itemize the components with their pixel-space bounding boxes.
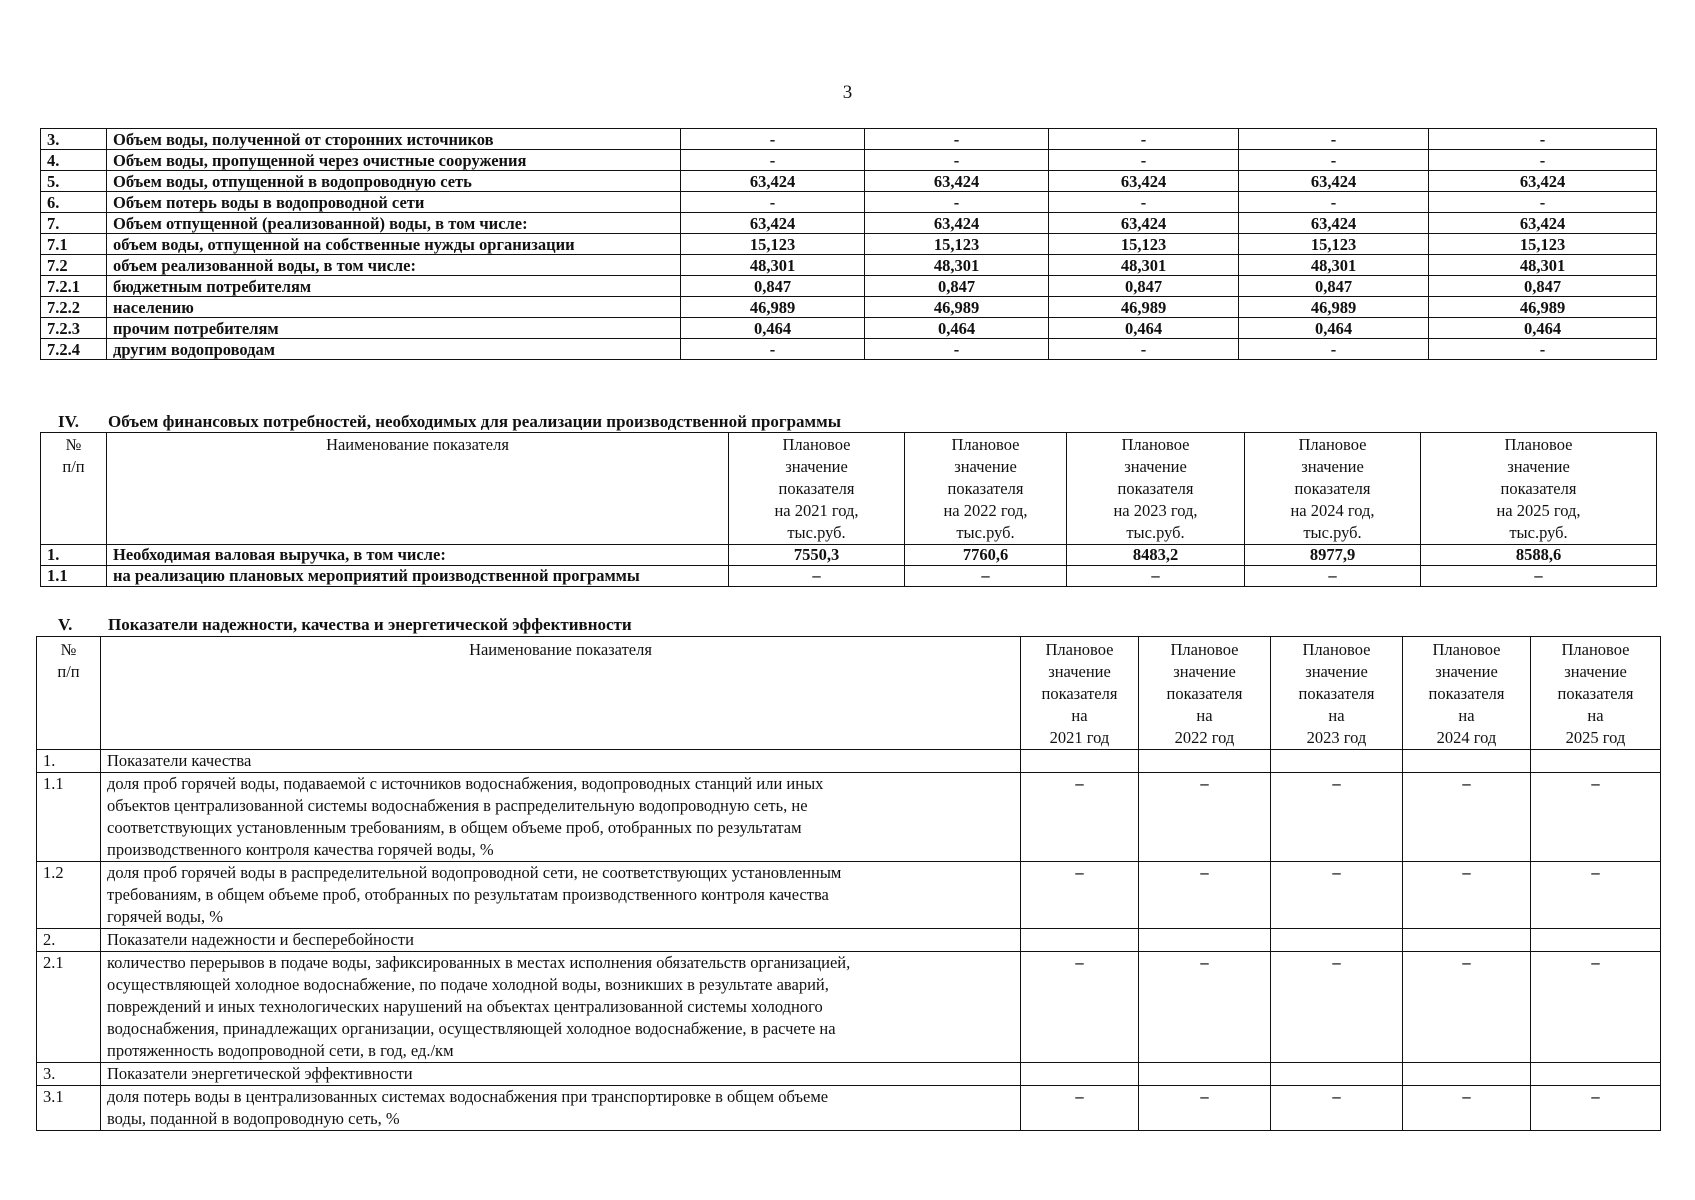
row-value: - bbox=[1239, 192, 1429, 213]
row-value: - bbox=[1049, 339, 1239, 360]
header-year-3: Плановое значение показателя на 2023 год, тыс.руб. bbox=[1067, 433, 1245, 545]
row-number: 7.2.1 bbox=[41, 276, 107, 297]
row-value: – bbox=[1067, 566, 1245, 587]
row-number: 2. bbox=[37, 929, 101, 952]
row-indicator-name: на реализацию плановых мероприятий производственной программы bbox=[107, 566, 729, 587]
row-number: 7.2.2 bbox=[41, 297, 107, 318]
row-value: - bbox=[865, 129, 1049, 150]
row-value: 48,301 bbox=[1429, 255, 1657, 276]
row-indicator-name: объем воды, отпущенной на собственные нужды организации bbox=[107, 234, 681, 255]
row-number: 4. bbox=[41, 150, 107, 171]
row-value: – bbox=[1139, 952, 1271, 1063]
row-value: - bbox=[865, 150, 1049, 171]
row-value: - bbox=[865, 192, 1049, 213]
page-number: 3 bbox=[842, 82, 853, 103]
row-value: – bbox=[729, 566, 905, 587]
reliability-quality-table bbox=[36, 636, 1661, 1131]
header-year-4: Плановое значение показателя на 2024 год bbox=[1403, 637, 1531, 750]
header-year-2: Плановое значение показателя на 2022 год bbox=[1139, 637, 1271, 750]
group-row bbox=[37, 1063, 1661, 1086]
row-value: 63,424 bbox=[1429, 171, 1657, 192]
table-row bbox=[41, 255, 1657, 276]
row-value: 46,989 bbox=[1429, 297, 1657, 318]
row-value: - bbox=[1429, 150, 1657, 171]
row-value: - bbox=[1239, 150, 1429, 171]
row-number: 1. bbox=[37, 750, 101, 773]
row-value: 46,989 bbox=[1239, 297, 1429, 318]
row-number: 3.1 bbox=[37, 1086, 101, 1131]
row-value: 8483,2 bbox=[1067, 545, 1245, 566]
table-row bbox=[41, 318, 1657, 339]
row-indicator-name: Объем воды, отпущенной в водопроводную сеть bbox=[107, 171, 681, 192]
row-value: 15,123 bbox=[865, 234, 1049, 255]
financial-needs-header-row bbox=[41, 433, 1657, 545]
row-value: - bbox=[681, 339, 865, 360]
row-indicator-name: доля потерь воды в централизованных системах водоснабжения при транспортировке в общем объеме воды, поданной в водопроводную сеть, % bbox=[101, 1086, 1021, 1131]
row-value: – bbox=[1021, 862, 1139, 929]
row-value: – bbox=[1139, 773, 1271, 862]
row-number: 7.2 bbox=[41, 255, 107, 276]
row-value: 63,424 bbox=[865, 213, 1049, 234]
row-value bbox=[1021, 1063, 1139, 1086]
row-value: 63,424 bbox=[1429, 213, 1657, 234]
row-value: - bbox=[1239, 129, 1429, 150]
reliability-header-row bbox=[37, 637, 1661, 750]
row-value bbox=[1271, 750, 1403, 773]
table-row bbox=[37, 1086, 1661, 1131]
row-value: - bbox=[1429, 339, 1657, 360]
row-number: 3. bbox=[37, 1063, 101, 1086]
row-indicator-name: объем реализованной воды, в том числе: bbox=[107, 255, 681, 276]
row-number: 6. bbox=[41, 192, 107, 213]
row-value: – bbox=[1403, 862, 1531, 929]
row-value bbox=[1139, 750, 1271, 773]
row-indicator-name: Объем воды, пропущенной через очистные сооружения bbox=[107, 150, 681, 171]
row-value: 46,989 bbox=[681, 297, 865, 318]
row-indicator-name: другим водопроводам bbox=[107, 339, 681, 360]
row-number: 7.2.4 bbox=[41, 339, 107, 360]
row-value: 63,424 bbox=[1239, 213, 1429, 234]
header-year-5: Плановое значение показателя на 2025 год bbox=[1531, 637, 1661, 750]
table-row bbox=[41, 192, 1657, 213]
row-value: - bbox=[1049, 192, 1239, 213]
row-value: - bbox=[1429, 192, 1657, 213]
row-value: 8977,9 bbox=[1245, 545, 1421, 566]
row-value: – bbox=[1271, 862, 1403, 929]
section-v-title: Показатели надежности, качества и энергетической эффективности bbox=[108, 615, 632, 634]
row-value: 0,464 bbox=[865, 318, 1049, 339]
row-value: 63,424 bbox=[681, 171, 865, 192]
row-value: - bbox=[1239, 339, 1429, 360]
row-value: 63,424 bbox=[1049, 171, 1239, 192]
row-value: – bbox=[1021, 1086, 1139, 1131]
row-value: 15,123 bbox=[1429, 234, 1657, 255]
row-value: – bbox=[1271, 773, 1403, 862]
row-value: 48,301 bbox=[1049, 255, 1239, 276]
table-row bbox=[41, 213, 1657, 234]
table-row bbox=[41, 171, 1657, 192]
volume-table bbox=[40, 128, 1657, 360]
row-number: 2.1 bbox=[37, 952, 101, 1063]
row-value: 48,301 bbox=[681, 255, 865, 276]
header-year-2: Плановое значение показателя на 2022 год, тыс.руб. bbox=[905, 433, 1067, 545]
row-value bbox=[1021, 750, 1139, 773]
row-indicator-name: доля проб горячей воды, подаваемой с источников водоснабжения, водопроводных станций или иных объектов централизованной системы водоснабжения в распределительную водопроводную сеть, не соответствующих установленным требованиям, в общем объеме проб, отобранных по результатам производственного контроля качества горячей воды, % bbox=[101, 773, 1021, 862]
group-title: Показатели энергетической эффективности bbox=[101, 1063, 1021, 1086]
row-indicator-name: Объем воды, полученной от сторонних источников bbox=[107, 129, 681, 150]
row-value: 0,847 bbox=[865, 276, 1049, 297]
header-year-4: Плановое значение показателя на 2024 год, тыс.руб. bbox=[1245, 433, 1421, 545]
section-v-roman: V. bbox=[58, 615, 73, 634]
row-value: – bbox=[1403, 952, 1531, 1063]
row-value: - bbox=[1049, 129, 1239, 150]
row-value: - bbox=[681, 150, 865, 171]
row-number: 3. bbox=[41, 129, 107, 150]
table-row bbox=[41, 545, 1657, 566]
row-value: – bbox=[1531, 1086, 1661, 1131]
row-value: 0,464 bbox=[681, 318, 865, 339]
row-number: 1.1 bbox=[37, 773, 101, 862]
row-indicator-name: Необходимая валовая выручка, в том числе: bbox=[107, 545, 729, 566]
header-indicator-name: Наименование показателя bbox=[101, 637, 1021, 750]
row-value: 63,424 bbox=[1239, 171, 1429, 192]
row-value: - bbox=[1429, 129, 1657, 150]
table-row bbox=[41, 276, 1657, 297]
group-title: Показатели качества bbox=[101, 750, 1021, 773]
row-value bbox=[1021, 929, 1139, 952]
row-value: – bbox=[1531, 773, 1661, 862]
row-value: 0,464 bbox=[1049, 318, 1239, 339]
row-number: 1.2 bbox=[37, 862, 101, 929]
row-value: 63,424 bbox=[1049, 213, 1239, 234]
row-value: 15,123 bbox=[681, 234, 865, 255]
row-number: 5. bbox=[41, 171, 107, 192]
row-value: 15,123 bbox=[1239, 234, 1429, 255]
row-indicator-name: населению bbox=[107, 297, 681, 318]
row-value: 46,989 bbox=[1049, 297, 1239, 318]
row-value bbox=[1403, 929, 1531, 952]
row-value: - bbox=[865, 339, 1049, 360]
row-value: 63,424 bbox=[681, 213, 865, 234]
row-value: – bbox=[1531, 952, 1661, 1063]
row-value: – bbox=[1139, 1086, 1271, 1131]
header-year-1: Плановое значение показателя на 2021 год bbox=[1021, 637, 1139, 750]
row-indicator-name: бюджетным потребителям bbox=[107, 276, 681, 297]
row-value: - bbox=[1049, 150, 1239, 171]
row-value: – bbox=[1139, 862, 1271, 929]
row-indicator-name: Объем отпущенной (реализованной) воды, в том числе: bbox=[107, 213, 681, 234]
row-value: 15,123 bbox=[1049, 234, 1239, 255]
row-value: – bbox=[1271, 1086, 1403, 1131]
row-number: 7.2.3 bbox=[41, 318, 107, 339]
group-row bbox=[37, 750, 1661, 773]
group-title: Показатели надежности и бесперебойности bbox=[101, 929, 1021, 952]
row-value: 0,847 bbox=[1239, 276, 1429, 297]
table-row bbox=[37, 862, 1661, 929]
table-row bbox=[41, 566, 1657, 587]
row-value: 0,464 bbox=[1239, 318, 1429, 339]
row-indicator-name: Объем потерь воды в водопроводной сети bbox=[107, 192, 681, 213]
row-value bbox=[1531, 929, 1661, 952]
header-number: № п/п bbox=[41, 433, 107, 545]
row-value: – bbox=[1421, 566, 1657, 587]
table-row bbox=[37, 952, 1661, 1063]
section-iv-roman: IV. bbox=[58, 412, 79, 431]
row-value bbox=[1271, 1063, 1403, 1086]
table-row bbox=[41, 339, 1657, 360]
row-value bbox=[1403, 1063, 1531, 1086]
row-value: – bbox=[1021, 952, 1139, 1063]
row-value: – bbox=[905, 566, 1067, 587]
row-value: 48,301 bbox=[865, 255, 1049, 276]
row-value: 8588,6 bbox=[1421, 545, 1657, 566]
row-value bbox=[1531, 1063, 1661, 1086]
table-row bbox=[41, 129, 1657, 150]
row-value: – bbox=[1403, 1086, 1531, 1131]
table-row bbox=[37, 773, 1661, 862]
row-number: 7.1 bbox=[41, 234, 107, 255]
row-value: 7550,3 bbox=[729, 545, 905, 566]
header-number: № п/п bbox=[37, 637, 101, 750]
row-number: 1.1 bbox=[41, 566, 107, 587]
row-value: – bbox=[1021, 773, 1139, 862]
row-value: 0,847 bbox=[1049, 276, 1239, 297]
row-indicator-name: доля проб горячей воды в распределительной водопроводной сети, не соответствующих установленным требованиям, в общем объеме проб, отобранных по результатам производственного контроля качества горячей воды, % bbox=[101, 862, 1021, 929]
row-value: 48,301 bbox=[1239, 255, 1429, 276]
row-value bbox=[1403, 750, 1531, 773]
row-value: 7760,6 bbox=[905, 545, 1067, 566]
row-value: 0,464 bbox=[1429, 318, 1657, 339]
row-value: 0,847 bbox=[1429, 276, 1657, 297]
header-year-5: Плановое значение показателя на 2025 год, тыс.руб. bbox=[1421, 433, 1657, 545]
table-row bbox=[41, 297, 1657, 318]
section-v-heading bbox=[58, 615, 632, 635]
header-year-1: Плановое значение показателя на 2021 год, тыс.руб. bbox=[729, 433, 905, 545]
row-value: 0,847 bbox=[681, 276, 865, 297]
row-number: 7. bbox=[41, 213, 107, 234]
row-value bbox=[1531, 750, 1661, 773]
header-indicator-name: Наименование показателя bbox=[107, 433, 729, 545]
row-value: - bbox=[681, 129, 865, 150]
row-value: 46,989 bbox=[865, 297, 1049, 318]
row-value: – bbox=[1271, 952, 1403, 1063]
table-row bbox=[41, 234, 1657, 255]
row-number: 1. bbox=[41, 545, 107, 566]
row-value: – bbox=[1531, 862, 1661, 929]
section-iv-title: Объем финансовых потребностей, необходимых для реализации производственной программы bbox=[108, 412, 841, 431]
row-value: – bbox=[1245, 566, 1421, 587]
row-value: 63,424 bbox=[865, 171, 1049, 192]
row-value bbox=[1139, 929, 1271, 952]
row-indicator-name: прочим потребителям bbox=[107, 318, 681, 339]
row-value: - bbox=[681, 192, 865, 213]
row-value bbox=[1271, 929, 1403, 952]
header-year-3: Плановое значение показателя на 2023 год bbox=[1271, 637, 1403, 750]
section-iv-heading bbox=[58, 412, 841, 432]
row-value: – bbox=[1403, 773, 1531, 862]
row-value bbox=[1139, 1063, 1271, 1086]
row-indicator-name: количество перерывов в подаче воды, зафиксированных в местах исполнения обязательств организацией, осуществляющей холодное водоснабжение, по подаче холодной воды, возникших в результате аварий, повреждений и иных технологических нарушений на объектах централизованной системы холодного водоснабжения, принадлежащих организации, осуществляющей холодное водоснабжение, в расчете на протяженность водопроводной сети, в год, ед./км bbox=[101, 952, 1021, 1063]
financial-needs-table bbox=[40, 432, 1657, 587]
group-row bbox=[37, 929, 1661, 952]
table-row bbox=[41, 150, 1657, 171]
